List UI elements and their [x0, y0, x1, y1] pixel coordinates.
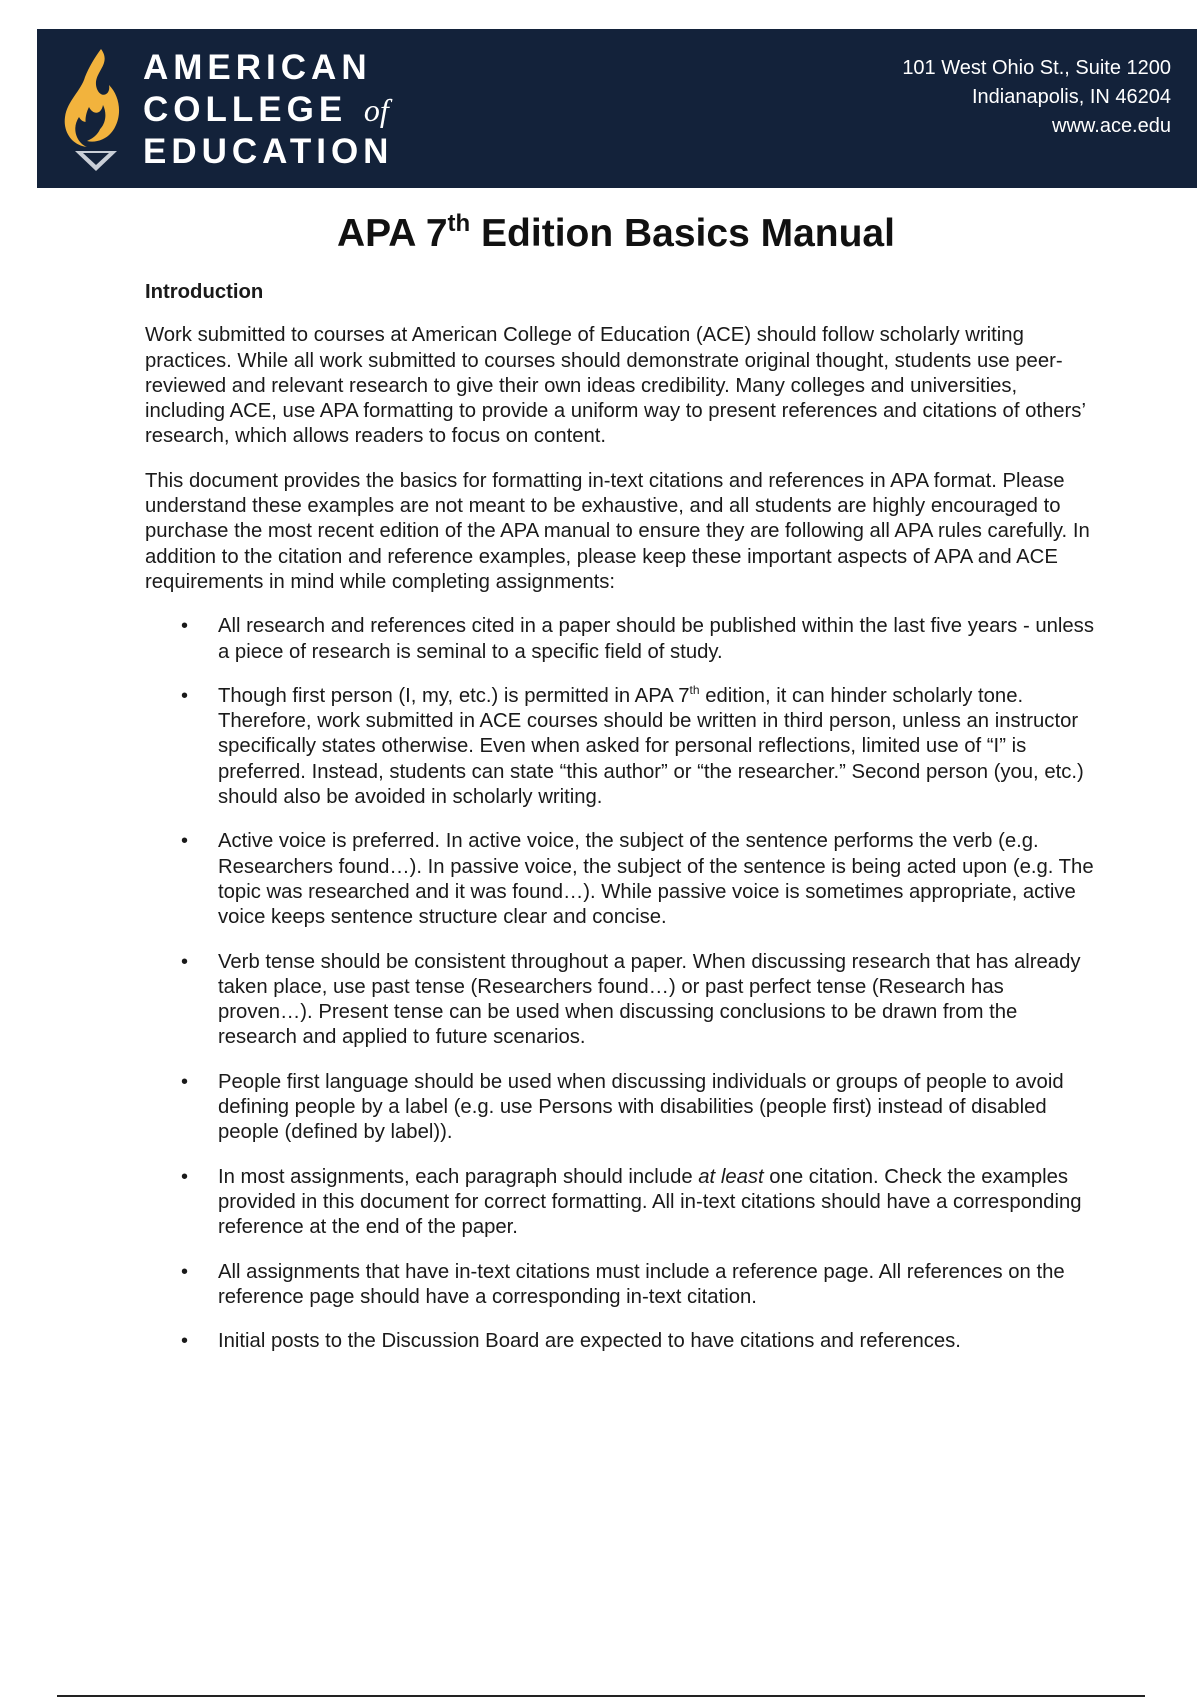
bullet-text: In most assignments, each paragraph should include: [218, 1165, 699, 1188]
college-address: [902, 54, 1171, 141]
title-main: APA 7: [337, 212, 448, 255]
title-rest: Edition Basics Manual: [470, 212, 895, 255]
list-item: • Verb tense should be consistent throughout a paper. When discussing research that has already taken place, use past tense (Researchers found…) or past perfect tense (Research has proven…). Present tense can be used when discussing conclusions to be drawn from the research and applied to future scenarios.: [145, 950, 1095, 1051]
bullet-text: edition, it can hinder scholarly tone. Therefore, work submitted in ACE courses should be written in third person, unless an instructor specifically states otherwise. Even when asked for personal reflections, limited use of “I” is preferred. Instead, students can state “this author” or “the researcher.” Second person (you, etc.) should also be avoided in scholarly writing.: [218, 684, 1084, 809]
intro-paragraph-2: This document provides the basics for formatting in-text citations and references in APA format. Please understand these examples are not meant to be exhaustive, and all students are highly encouraged to purchase the most recent edition of the APA manual to ensure they are following all APA rules carefully. In addition to the citation and reference examples, please keep these important aspects of APA and ACE requirements in mind while completing assignments:: [145, 469, 1090, 593]
wordmark-of: of: [363, 92, 389, 128]
wordmark-line-2: [143, 89, 393, 131]
list-item: • All research and references cited in a paper should be published within the last five years - unless a piece of research is seminal to a specific field of study.: [145, 614, 1095, 665]
title-superscript: th: [447, 210, 471, 237]
list-item: • Initial posts to the Discussion Board are expected to have citations and references.: [145, 1329, 1095, 1354]
address-website[interactable]: www.ace.edu: [1052, 115, 1171, 137]
requirements-list: [145, 614, 1095, 1354]
flame-torch-icon: [61, 43, 131, 175]
college-wordmark: [143, 47, 393, 173]
list-item: • All assignments that have in-text citations must include a reference page. All references on the reference page should have a corresponding in-text citation.: [145, 1260, 1095, 1311]
footer-rule: [57, 1695, 1145, 1697]
header-banner: [37, 29, 1197, 188]
list-item: [145, 1165, 1095, 1241]
intro-paragraph-1: Work submitted to courses at American College of Education (ACE) should follow scholarly writing practices. While all work submitted to courses should demonstrate original thought, students use peer-reviewed and relevant research to give their own ideas credibility. Many colleges and universities, including ACE, use APA formatting to provide a uniform way to present references and citations of others’ research, which allows readers to focus on content.: [145, 324, 1086, 448]
address-street: 101 West Ohio St., Suite 1200: [902, 57, 1171, 79]
list-item: [145, 684, 1095, 810]
section-heading-introduction: Introduction: [145, 281, 264, 303]
list-item: • Active voice is preferred. In active voice, the subject of the sentence performs the verb (e.g. Researchers found…). In passive voice, the subject of the sentence is being acted upon (e.g. The topic was researched and it was found…). While passive voice is sometimes appropriate, active voice keeps sentence structure clear and concise.: [145, 829, 1095, 930]
bullet-text: Though first person (I, my, etc.) is permitted in APA 7: [218, 684, 690, 707]
bullet-text: one citation. Check the examples provided in this document for correct formatting. All in-text citations should have a corresponding reference at the end of the paper.: [218, 1165, 1082, 1239]
wordmark-line-1: AMERICAN: [143, 48, 372, 87]
wordmark-college: COLLEGE: [143, 90, 348, 129]
bullet-superscript: th: [689, 682, 700, 697]
list-item: • People first language should be used when discussing individuals or groups of people to avoid defining people by a label (e.g. use Persons with disabilities (people first) instead of disabled people (defined by label)).: [145, 1070, 1095, 1146]
document-title: [0, 212, 1200, 256]
address-city: Indianapolis, IN 46204: [971, 86, 1171, 108]
bullet-emphasis: at least: [698, 1165, 764, 1188]
document-body: [145, 280, 1095, 1373]
wordmark-line-3: EDUCATION: [143, 132, 394, 171]
